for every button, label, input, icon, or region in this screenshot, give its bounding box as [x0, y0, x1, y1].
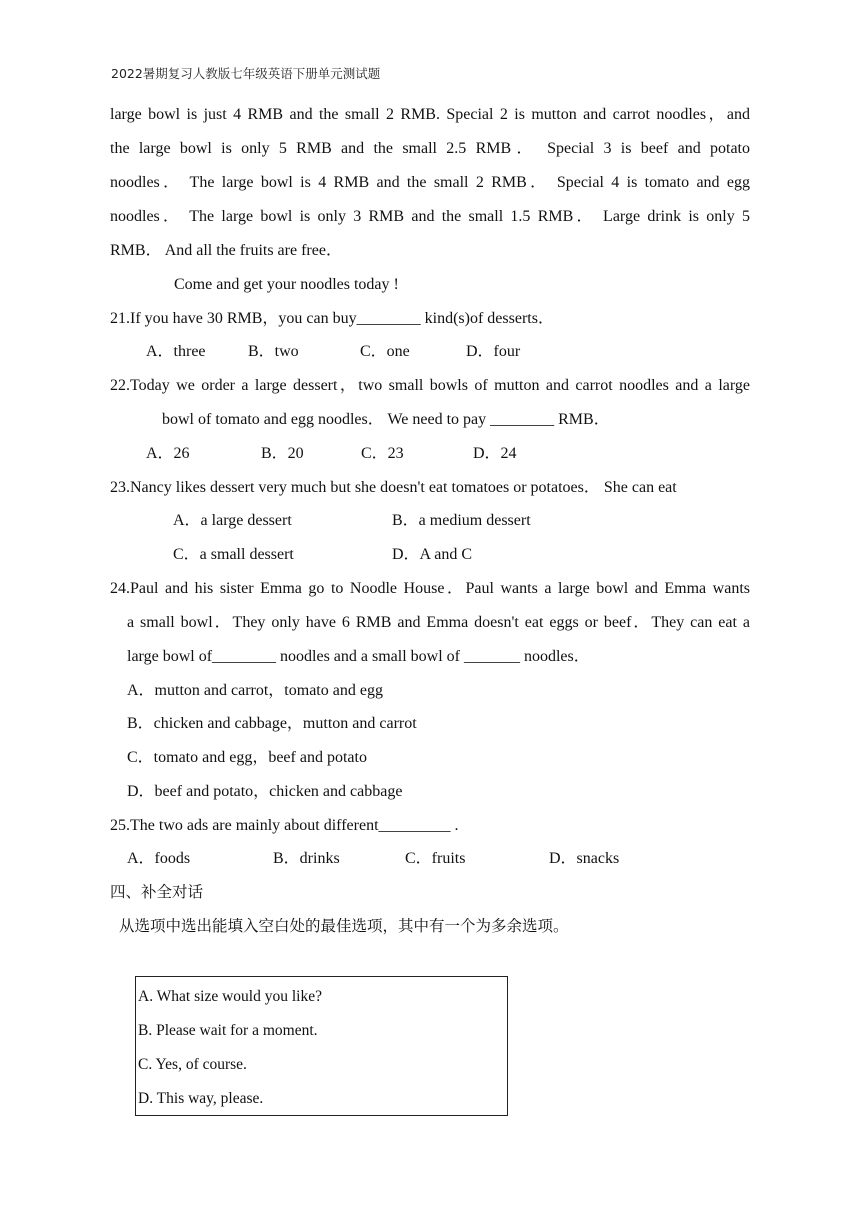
- choice-c[interactable]: C. Yes, of course.: [138, 1056, 247, 1073]
- q23-option-b[interactable]: B．a medium dessert: [392, 512, 531, 529]
- question-24-stem-line-2: a small bowl．They only have 6 RMB and Emma doesn't eat eggs or beef．They can eat a: [127, 614, 751, 631]
- q24-option-a[interactable]: A．mutton and carrot，tomato and egg: [127, 682, 383, 699]
- question-25-stem: 25.The two ads are mainly about different_________ .: [110, 817, 459, 834]
- q25-option-a[interactable]: A．foods: [127, 850, 191, 867]
- question-23-stem: 23.Nancy likes dessert very much but she doesn't eat tomatoes or potatoes． She can eat: [110, 479, 677, 496]
- question-21-stem: 21.If you have 30 RMB，you can buy________ kind(s)of desserts．: [110, 310, 554, 327]
- passage-line-4: noodles． The large bowl is only 3 RMB and the small 1.5 RMB． Large drink is only 5: [110, 208, 750, 225]
- choice-a[interactable]: A. What size would you like?: [138, 988, 322, 1005]
- passage-line-5: RMB． And all the fruits are free．: [110, 242, 342, 259]
- choice-b[interactable]: B. Please wait for a moment.: [138, 1022, 318, 1039]
- q21-option-a[interactable]: A．three: [146, 343, 206, 360]
- q25-option-c[interactable]: C．fruits: [405, 850, 466, 867]
- page-header: 2022暑期复习人教版七年级英语下册单元测试题: [111, 66, 381, 81]
- q25-option-d[interactable]: D．snacks: [549, 850, 620, 867]
- q21-option-d[interactable]: D．four: [466, 343, 521, 360]
- q22-option-c[interactable]: C．23: [361, 445, 404, 462]
- question-24-stem-line-1: 24.Paul and his sister Emma go to Noodle House．Paul wants a large bowl and Emma wants: [110, 580, 750, 597]
- choices-box: [135, 976, 508, 1116]
- passage-closing: Come and get your noodles today !: [174, 276, 399, 293]
- q22-option-a[interactable]: A．26: [146, 445, 190, 462]
- passage-line-1: large bowl is just 4 RMB and the small 2 RMB. Special 2 is mutton and carrot noodles，and: [110, 106, 750, 123]
- question-22-stem-line-1: 22.Today we order a large dessert，two small bowls of mutton and carrot noodles and a large: [110, 377, 750, 394]
- question-24-stem-line-3: large bowl of________ noodles and a small bowl of _______ noodles．: [127, 648, 590, 665]
- q24-option-d[interactable]: D．beef and potato，chicken and cabbage: [127, 783, 403, 800]
- q21-option-c[interactable]: C．one: [360, 343, 410, 360]
- q23-option-a[interactable]: A．a large dessert: [173, 512, 292, 529]
- passage-line-3: noodles． The large bowl is 4 RMB and the small 2 RMB． Special 4 is tomato and egg: [110, 174, 751, 191]
- section-4-title: 四、补全对话: [110, 883, 204, 901]
- q23-option-c[interactable]: C．a small dessert: [173, 546, 294, 563]
- q21-option-b[interactable]: B．two: [248, 343, 299, 360]
- section-4-instruction: 从选项中选出能填入空白处的最佳选项，其中有一个为多余选项。: [119, 917, 569, 935]
- choice-d[interactable]: D. This way, please.: [138, 1090, 264, 1107]
- question-22-stem-line-2: bowl of tomato and egg noodles． We need to pay ________ RMB．: [162, 411, 610, 428]
- passage-line-2: the large bowl is only 5 RMB and the small 2.5 RMB． Special 3 is beef and potato: [110, 140, 750, 157]
- q22-option-d[interactable]: D．24: [473, 445, 517, 462]
- q24-option-c[interactable]: C．tomato and egg，beef and potato: [127, 749, 367, 766]
- q24-option-b[interactable]: B．chicken and cabbage，mutton and carrot: [127, 715, 417, 732]
- q25-option-b[interactable]: B．drinks: [273, 850, 340, 867]
- q23-option-d[interactable]: D．A and C: [392, 546, 473, 563]
- q22-option-b[interactable]: B．20: [261, 445, 304, 462]
